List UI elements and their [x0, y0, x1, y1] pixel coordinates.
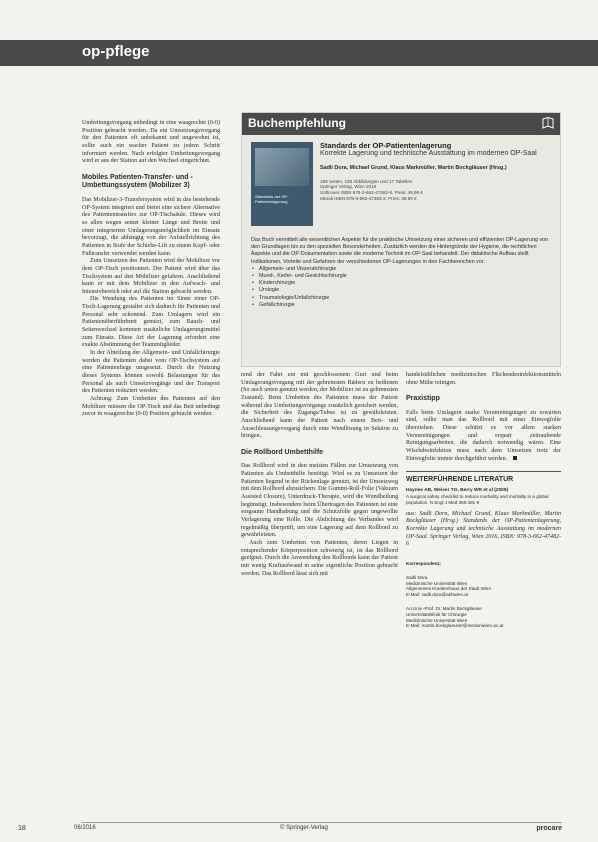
book-title: Standards der OP-Patientenlagerung: [320, 141, 452, 150]
contact-line: E-Mail: sadli.dora@akhwien.at: [406, 592, 469, 598]
book-description-text: Das Buch vermittelt alle wesentlichen Aspekte für die praktische Umsetzung einer sicheren und effizienten OP-Lagerung von den Grundlagen bis zu den speziellen Besonderheiten. Zusätzlich werden die Hintergründe der Hygiene, die rechtlichen Aspekte und die OP-Dokumentation sowie die moderne Technik im OP-Saal behandelt. Der didaktische Aufbau stellt Indikationen, Vorteile und Gefahren der verschiedenen OP-Lagerungen in den Fachbereichen vor:: [251, 237, 549, 265]
paragraph: handelsüblichen medizinischen Flächendesinfektionsmitteln ohne Mühe reinigen.: [406, 372, 561, 386]
literature-reference: [406, 487, 561, 505]
book-authors: Sadli Dora, Michael Grund, Klaus Markmüller, Martin Bockgläuser (Hrsg.): [320, 164, 507, 171]
page-footer: [18, 825, 580, 835]
column-3: [406, 372, 561, 629]
source-note: aus: Sadli Dora, Michael Grund, Klaus Markmüller, Martin Bockgläuser (Hrsg.) Standards der OP-Patientenlagerung, Korrekte Lagerung und technische Ausstattung im modernen OP-Saal. Springer Verlag, Wien 2016, ISBN: 978-3-662-47482-6: [406, 510, 561, 548]
section-title: op-pflege: [82, 43, 150, 60]
contact-line: Medizinische Universität Wien: [406, 617, 468, 623]
paragraph: Auch zum Umbetten von Patienten, deren Liegen in entsprechender Körperposition schwierig ist, ist das Rollbord geeignet. Durch die Anwendung des Rollbords kann der Patient mit wenig Kraftaufwand in seine eigentliche Position gebracht werden. Das Rollbord lässt sich mit: [241, 539, 398, 577]
book-detail: Softcover ISBN 978-3-662-47482-6, Preis: 49,99 €: [320, 189, 423, 195]
book-box-title: Buchempfehlung: [248, 116, 346, 130]
reference-authors: Haynes AB, Weiser TG, Berry WR et al (2009): [406, 488, 509, 494]
divider: [406, 471, 561, 472]
contact-line: Medizinische Universität Wien: [406, 580, 468, 586]
contact-line: Ao.Univ.-Prof. Dr. Martin Bockgläuser: [406, 606, 482, 612]
column-2: [241, 372, 398, 578]
paragraph: Achtung: Zum Umbetten des Patienten auf den Mobilizer müssen die OP-Tisch und das Bett unbedingt zuvor in waagerechte (0-0) Position gebracht werden.: [82, 396, 220, 418]
praxistipp-body: Falls beim Umlagern starke Verunreinigungen zu erwarten sind, sollte man das Rollbord mit einer Einwegfolie überziehen. Diese schützt es vor allem starken Verunreinigungen und erspart zeitraubende Reinigungsarbeiten, die dadurch notwendig wären. Eine Wischdesinfektion muss nach dem Umsetzen trotz der Einwegfolie immer durchgeführt werden.: [406, 409, 561, 462]
book-icon: [542, 117, 554, 130]
book-info: [320, 141, 556, 201]
contact-block: [406, 606, 561, 629]
contact-line: Allgemeines Krankenhaus der Stadt Wien: [406, 586, 492, 592]
subheading-praxistipp: Praxistipp: [406, 395, 440, 403]
footer-divider: [82, 822, 562, 823]
book-subtitle: Korrekte Lagerung und technische Ausstattung im modernen OP-Saal: [320, 150, 537, 157]
contact-line: Sadli Dora: [406, 574, 428, 580]
list-item: • Allgemein- und Viszeralchirurgie: [251, 266, 553, 273]
book-detail: 198 Seiten, 150 Abbildungen und 17 Tabellen: [320, 178, 413, 184]
paragraph: Das Rollbord wird in den meisten Fällen zur Umsetzung von Patienten als Umbetthilfe benötigt. Wird es zu Umsetzen der Patienten liegend in der Rückenlage genutzt, ist der Umsetzweg mit dem Rollbord abzusichern. Die Gummi-Roll-Folie (Vakuum Assisted Closure), Unterdruck-Therapie, wird die Wundheilung begünstigt. Insbesondere beim Übertragen des Patienten ist eine sorgsame Handhabung und die Schutzfolie gegen ungewollte Verlagerung eine Rolle. Die Abdichtung des Verbandes wird regelmäßig überprüft, um eine Lagerung auf dem Rollbord zu gewährleisten.: [241, 463, 398, 539]
paragraph: Umbettungsvorgang unbedingt in eine waagrechte (0-0) Position gebracht werden. Da ein Umsetzungsvorgang für den Patienten oft unbekannt und ungewohnt ist, sollte auch ein wacher Patient zu jedem Schritt informiert werden. Nach erfolgter Umbettungsvorgang wird er aus der Station auf den Wechsel eingerichtet.: [82, 120, 220, 165]
book-detail: eBook ISBN 978-3-662-47483-3, Preis: 39,99 €: [320, 195, 417, 201]
contact-label: Korrespondenz:: [406, 561, 442, 567]
subheading-rollbord: Die Rollbord Umbetthilfe: [241, 448, 324, 456]
page-number: 18: [18, 825, 26, 832]
paragraph: Die Wendung des Patienten im Sinne einer OP-Tisch-Lagerung gestaltet sich dadurch für Patienten und Personal sehr schonend. Zum Umlagern wird ein Patientenüberführbrett genutzt, zum Bauch- und Seitenwechsel kommen zusätzliche Umlagerungsmittel zum Einsatz. Diese Art der Lagerung erfordert eine exakte Abstimmung der Teammitglieder.: [82, 296, 220, 349]
end-mark-icon: [513, 456, 517, 460]
book-description: [251, 237, 553, 309]
contact-line: Universitätsklinik für Chirurgie: [406, 611, 467, 617]
book-recommendation-box: [241, 112, 561, 367]
paragraph: Das Mobilizer-3-Transfersystem wird in das bestehende OP-System integriert und bietet eine sichere Alternative des Patiententransfers zur OP-Tischsäule. Dieses wird so allen wegen seiner kleiner Länge und Breite und einer integrierten Umlagerungsmöglichkeit im Einsatz bevorzugt, die abhängig von der Aufstellrichtung des Patienten in Stufe der Schiebe-Lift zu einem Kopf- oder Fußtransfer verwendet werden kann.: [82, 196, 220, 257]
publisher: © Springer-Verlag: [280, 825, 328, 831]
literature-heading: WEITERFÜHRENDE LITERATUR: [406, 476, 514, 484]
cover-title: Standards der OP-Patientenlagerung: [255, 194, 289, 204]
list-item: • Kinderchirurgie: [251, 280, 553, 287]
paragraph: Zum Umsetzen des Patienten wird der Mobilizer vor dem OP-Tisch positioniert. Der Patient wird über das Tischsystem auf den Mobilizer gefahren. Anschließend kann er mit dem Mobilizer in den Aufwach- und Intensivbereich oder auf die Station gebracht werden.: [82, 258, 220, 295]
book-topic-list: [251, 266, 553, 309]
book-detail: Springer Verlag, Wien 2016: [320, 184, 377, 190]
list-item: • Gefäßchirurgie: [251, 302, 553, 309]
reference-text: A surgical safety checklist to reduce morbidity and mortality in a global population. N Engl J Med 360:491-9: [406, 494, 549, 505]
section-header-bar: [0, 40, 598, 66]
contact-line: E-Mail: martin.bockglaeuser@meduniwien.ac.at: [406, 623, 504, 629]
paragraph: In der Abteilung der Allgemein- und Unfallchirurgie werden die Patienten dabei vom OP-Tischsystem auf eine Patientenliege umgesetzt. Durch die Nutzung dieses Systems können sowohl Belastungen für das Personal als auch Umsetzvorgänge und der Transport des Patienten reduziert werden.: [82, 350, 220, 395]
contact-block: [406, 575, 561, 598]
book-box-header: [242, 113, 560, 135]
paragraph: rend der Fahrt ein mit geschlossenem Gurt und beim Umlagerungsvorgang mit der gebremsten Rädern zu bedienen (So auch unten genutzt werden, der Mobilizer ist zu gebremsten Zustand). Beim Umbetten des Patienten muss der Patient während des Umbettungsvorgangs zusätzlich gesichert werden, die Sicherheit des Zugangs/Tubus ist zu gewährleisten. Anschließend kann der Patient nach einem Bett- und Ausschleusungsvorgang durch eine Wendlösung in Sektion zu bringen.: [241, 372, 398, 440]
list-item: • Traumatologie/Unfallchirurgie: [251, 295, 553, 302]
issue-number: 06/2016: [74, 825, 96, 831]
list-item: • Urologie: [251, 287, 553, 294]
magazine-brand: procare: [536, 825, 562, 832]
praxistipp-text: [406, 410, 561, 464]
book-cover-image: [251, 142, 313, 226]
cover-photo: [255, 148, 309, 186]
column-1: [82, 120, 220, 419]
list-item: • Mund-, Kiefer- und Gesichtschirurgie: [251, 273, 553, 280]
subheading-mobilizer: Mobiles Patienten-Transfer- und -Umbettungssystem (Mobilizer 3): [82, 173, 193, 190]
